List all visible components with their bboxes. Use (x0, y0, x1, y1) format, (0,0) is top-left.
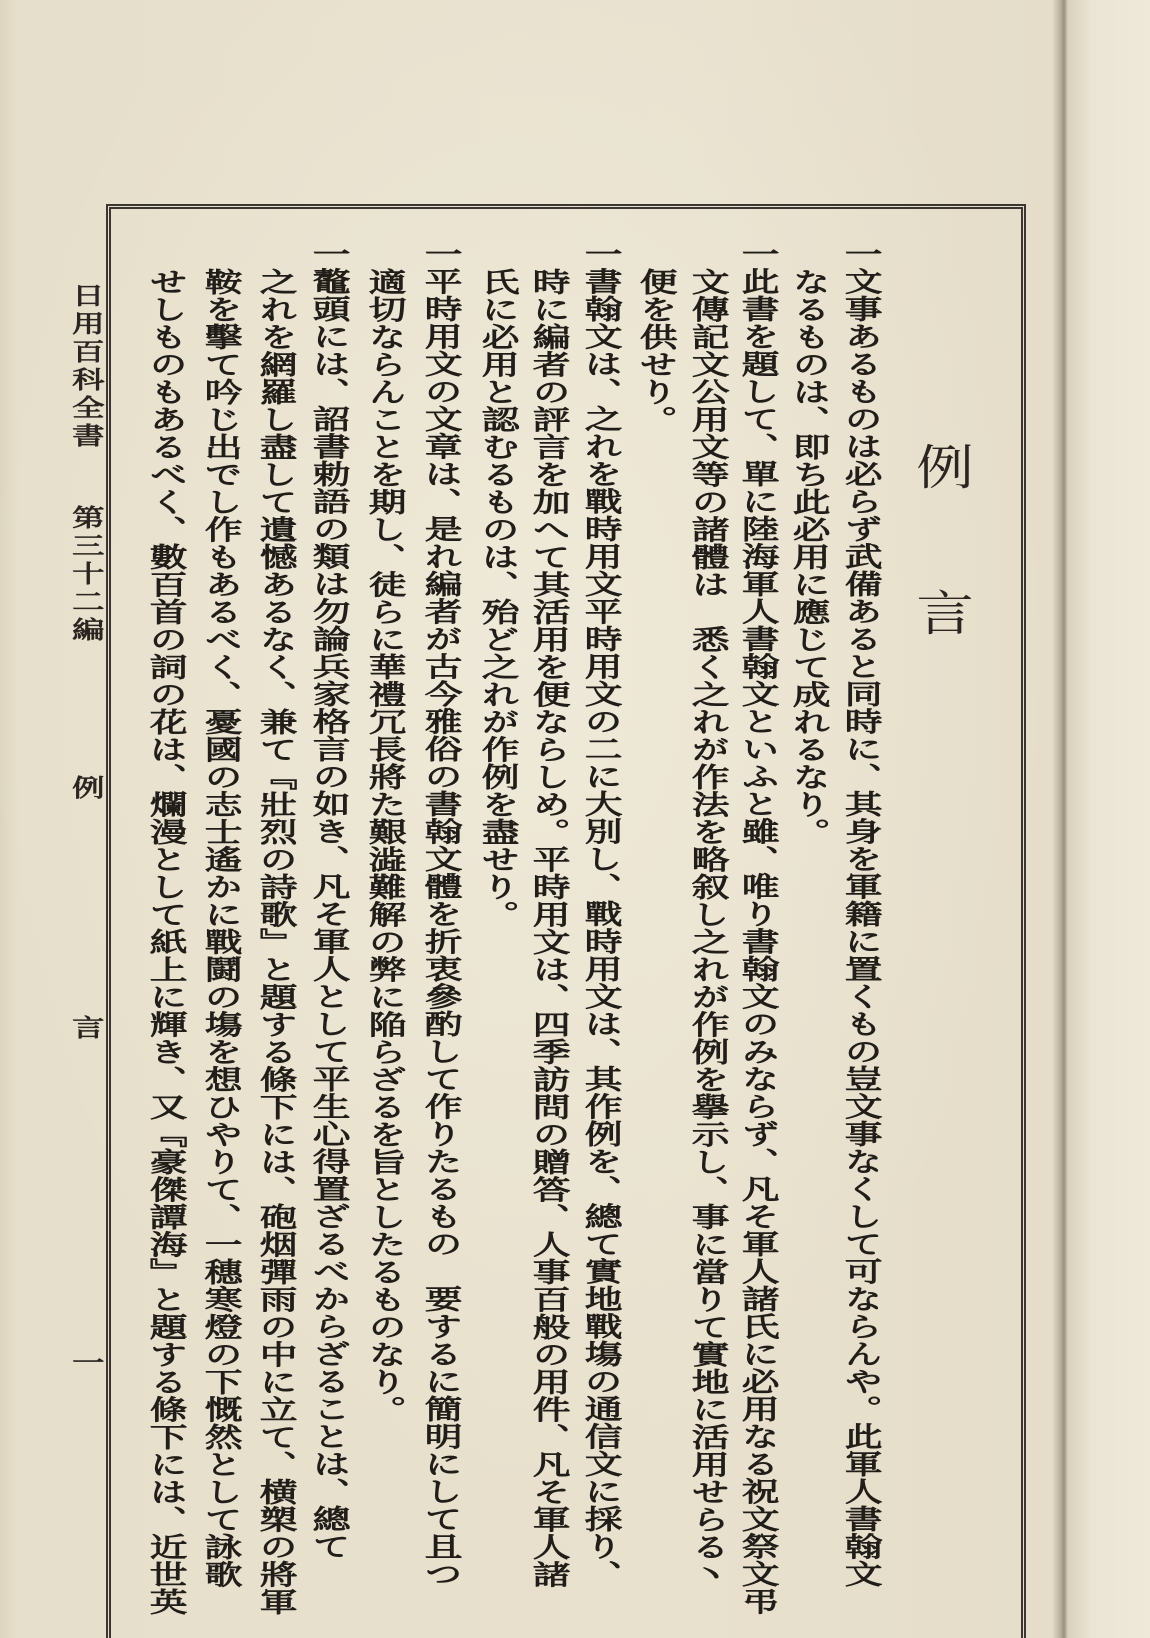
text-column: 時に編者の評言を加へて其活用を便ならしめ。平時用文は、四季訪問の贈答、人事百般の用件、凡そ軍人諸 (525, 268, 570, 1588)
text-column: 鞍を擊て吟じ出でし作もあるべく、憂國の志士遙かに戰鬪の塲を想ひやりて、一穗寒燈の下慨然として詠歌 (197, 268, 242, 1588)
text-column: 一此書を題して、單に陸海軍人書翰文といふと雖、唯り書翰文のみならず、凡そ軍人諸氏に必用なる祝文祭文弔 (734, 240, 779, 1615)
running-head-section-1: 例 (66, 775, 106, 803)
text-column: 之れを網羅し盡して遺憾あるなく、兼て『壯烈の詩歌』と題する條下には、砲烟彈雨の中に立て、横槊の將軍 (252, 268, 297, 1616)
text-column: 一鼇頭には、詔書勅語の類は勿論兵家格言の如き、凡そ軍人として平生心得置ざるべからざることは、總て (305, 240, 350, 1560)
text-column: 文傳記文公用文等の諸體は 悉く之れが作法を略叙し之れが作例を擧示し、事に當りて實地に活用せらる丶 (684, 268, 729, 1588)
page-title-char-1: 例 (916, 440, 974, 496)
page-title-char-2: 言 (916, 586, 974, 642)
text-column: 一書翰文は、之れを戰時用文平時用文の二に大別し、戰時用文は、其作例を、總て實地戰塲の通信文に採り、 (577, 240, 622, 1588)
text-column: 氏に必用と認むるものは、殆ど之れが作例を盡せり。 (474, 268, 519, 928)
running-head-section-2: 言 (66, 1015, 106, 1043)
text-column: 便を供せり。 (632, 268, 677, 433)
text-column: せしものもあるべく、數百首の詞の花は、爛漫として紙上に輝き、又『豪傑譚海』と題する條下には、近世英 (142, 268, 187, 1616)
text-column: 一文事あるものは必らず武備あると同時に、其身を軍籍に置くもの豈文事なくして可ならんや。此軍人書翰文 (837, 240, 882, 1588)
text-column: なるものは、即ち此必用に應じて成れるなり。 (785, 268, 830, 846)
running-head-book-title: 日用百科全書 (66, 283, 106, 451)
page-number: 一 (66, 1350, 106, 1378)
running-head-volume: 第三十二編 (66, 505, 106, 645)
text-column: 適切ならんことを期し、徒らに華禮冗長將た艱澁難解の弊に陥らざるを旨としたるものなり。 (361, 268, 406, 1423)
text-column: 一平時用文の文章は、是れ編者が古今雅俗の書翰文體を折衷參酌して作りたるもの 要するに簡明にして且つ (417, 240, 462, 1588)
next-page-edge (1052, 0, 1150, 1638)
